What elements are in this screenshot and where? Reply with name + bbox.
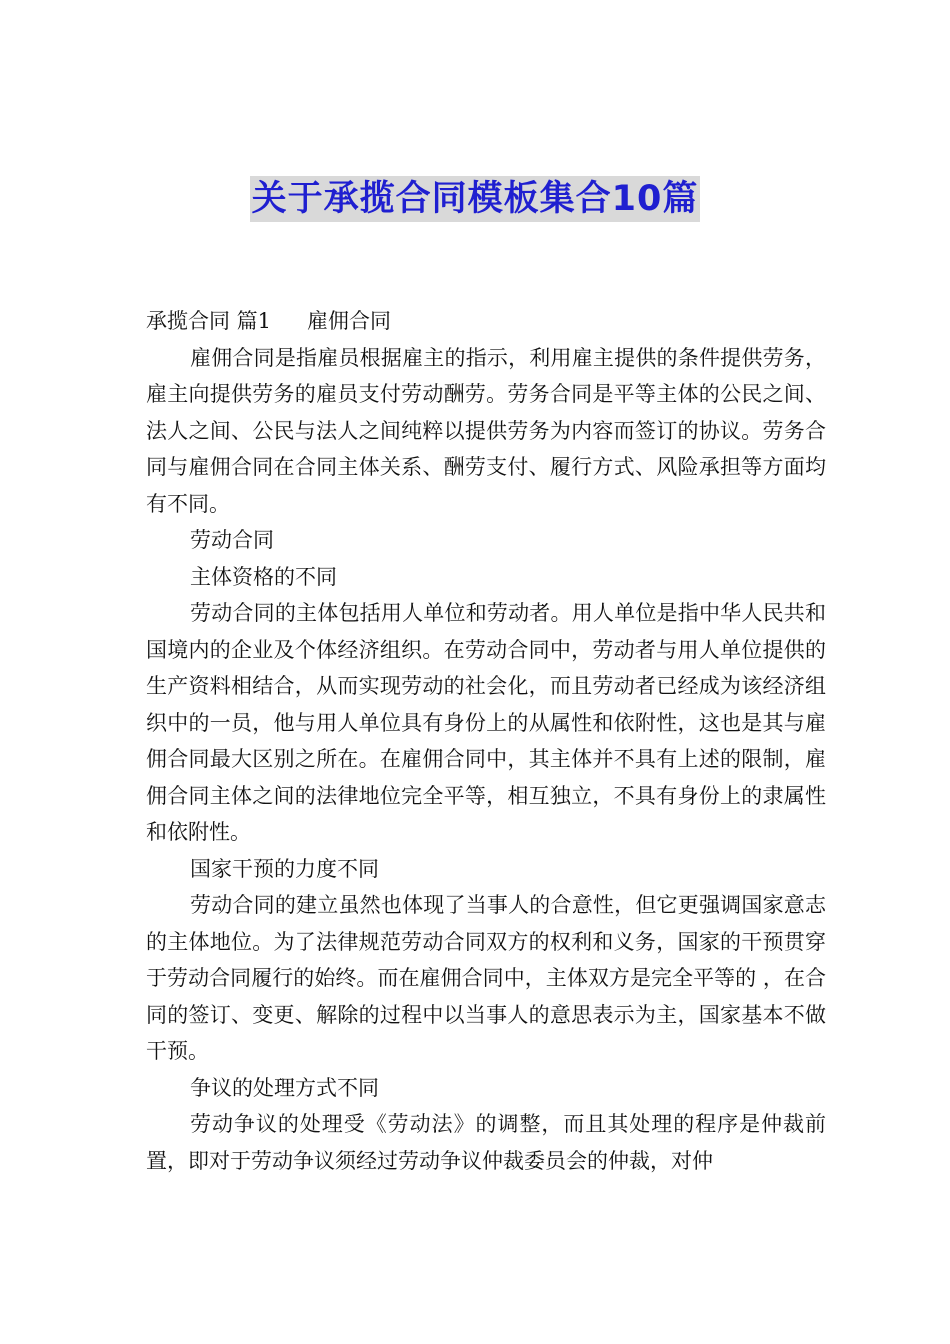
section-label: 承揽合同 篇1 <box>146 309 272 333</box>
section-heading <box>146 303 826 340</box>
paragraph: 主体资格的不同 <box>190 564 337 589</box>
paragraph: 争议的处理方式不同 <box>190 1075 379 1100</box>
document-title: 关于承揽合同模板集合10篇 <box>250 176 701 222</box>
title-container <box>0 176 950 222</box>
document-body <box>146 303 826 1179</box>
paragraph: 劳动争议的处理受《劳动法》的调整，而且其处理的程序是仲裁前置，即对于劳动争议须经过劳动争议仲裁委员会的仲裁，对仲 <box>146 1112 826 1173</box>
section-subtitle: 雇佣合同 <box>307 309 392 333</box>
paragraph: 劳动合同的建立虽然也体现了当事人的合意性，但它更强调国家意志的主体地位。为了法律规范劳动合同双方的权利和义务，国家的干预贯穿于劳动合同履行的始终。而在雇佣合同中，主体双方是完全平等的 ，在合同的签订、变更、解除的过程中以当事人的意思表示为主，国家基本不做干预。 <box>146 893 826 1063</box>
paragraph: 国家干预的力度不同 <box>190 856 379 881</box>
paragraph: 雇佣合同是指雇员根据雇主的指示，利用雇主提供的条件提供劳务，雇主向提供劳务的雇员支付劳动酬劳。劳务合同是平等主体的公民之间、法人之间、公民与法人之间纯粹以提供劳务为内容而签订的协议。劳务合同与雇佣合同在合同主体关系、酬劳支付、履行方式、风险承担等方面均有不同。 <box>146 345 826 516</box>
paragraph: 劳动合同 <box>190 528 274 552</box>
paragraph: 劳动合同的主体包括用人单位和劳动者。用人单位是指中华人民共和国境内的企业及个体经济组织。在劳动合同中，劳动者与用人单位提供的生产资料相结合，从而实现劳动的社会化，而且劳动者已经成为该经济组织中的一员，他与用人单位具有身份上的从属性和依附性，这也是其与雇佣合同最大区别之所在。在雇佣合同中，其主体并不具有上述的限制，雇佣合同主体之间的法律地位完全平等，相互独立，不具有身份上的隶属性和依附性。 <box>146 601 826 844</box>
